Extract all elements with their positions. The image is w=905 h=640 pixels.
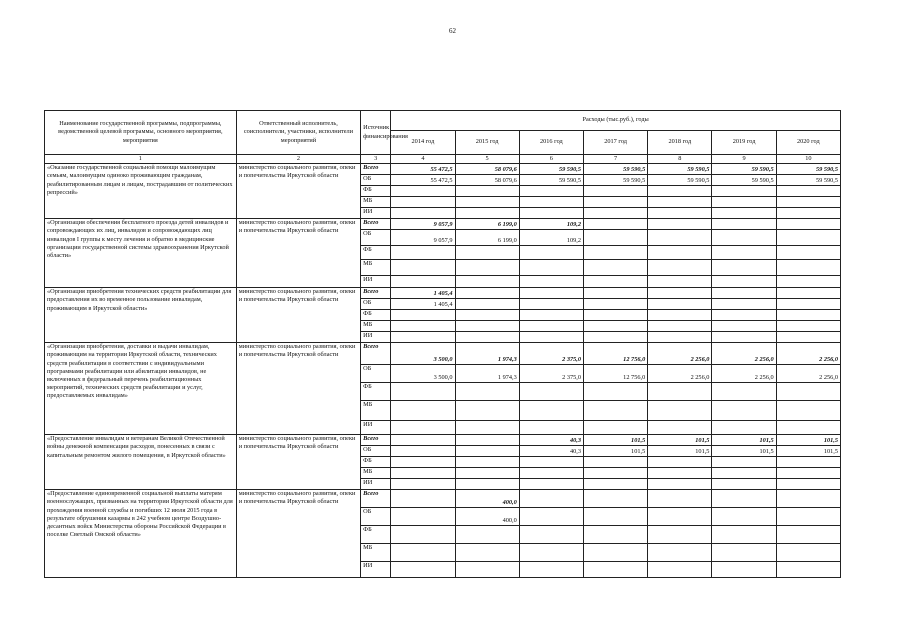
expense-value [776,208,840,219]
expense-value [391,401,455,421]
expense-value [648,197,712,208]
expense-value [648,479,712,490]
funding-source: ФБ [361,383,391,401]
expense-value [712,490,776,508]
expense-value [519,276,583,288]
expense-value [712,332,776,343]
expense-value: 109,2 [519,219,583,230]
expense-value: 101,5 [712,446,776,457]
expense-value: 12 756,0 [583,365,647,383]
expense-value [455,321,519,332]
expense-value [519,479,583,490]
funding-source: МБ [361,544,391,562]
expense-value: 109,2 [519,230,583,246]
table-row [45,164,841,175]
expense-value [712,479,776,490]
funding-source: ФБ [361,526,391,544]
expense-value [455,186,519,197]
expense-value [648,383,712,401]
column-number: 2 [236,155,360,164]
expense-value: 101,5 [648,446,712,457]
expense-value: 59 590,5 [519,164,583,175]
expense-value [519,186,583,197]
expense-value [648,276,712,288]
expense-value [712,276,776,288]
expense-value: 6 199,0 [455,230,519,246]
expense-value: 101,5 [583,446,647,457]
expense-value [648,186,712,197]
expense-value [391,260,455,276]
expense-value: 2 256,0 [712,343,776,365]
expense-value [391,186,455,197]
measure-name: «Организация приобретения, доставки и выдачи инвалидам, проживающим на территории Иркутской области, технических средств реабилитации в соответствии с индивидуальными программами реабилитации или абилитации инвалидов, не включенных в федеральный перечень реабилитационных мероприятий, технических средств реабилитации и услуг, предоставляемых инвалидам» [45,343,237,435]
expense-value [712,219,776,230]
expense-value: 1 974,3 [455,365,519,383]
expense-value [583,526,647,544]
expense-value [583,219,647,230]
expense-value [519,332,583,343]
expense-value [391,468,455,479]
expense-value: 2 375,0 [519,365,583,383]
funding-source: МБ [361,197,391,208]
measure-name: «Организация обеспечения бесплатного проезда детей инвалидов и сопровождающих их лиц, инвалидов и сопровождающих лиц инвалидов I группы к месту лечения и обратно в медицинские организации государственной системы здравоохранения Иркутской области» [45,219,237,288]
header-source: Источник финансирования [361,111,391,155]
expense-value: 101,5 [712,435,776,446]
expense-value: 59 590,5 [712,175,776,186]
expense-value [776,490,840,508]
funding-source: ОБ [361,175,391,186]
expense-value [776,230,840,246]
expense-value [455,310,519,321]
expense-value [455,276,519,288]
column-number: 1 [45,155,237,164]
header-year: 2020 год [776,131,840,155]
expense-value [583,246,647,260]
expense-value [648,219,712,230]
expense-value: 59 590,5 [648,175,712,186]
expense-value [583,562,647,578]
expense-value [455,435,519,446]
expense-value [776,401,840,421]
funding-source: ОБ [361,299,391,310]
header-year: 2015 год [455,131,519,155]
expense-value [391,490,455,508]
expense-value [455,299,519,310]
expense-value [776,197,840,208]
measure-executor: министерство социального развития, опеки и попечительства Иркутской области [236,343,360,435]
expense-value [776,260,840,276]
header-year: 2016 год [519,131,583,155]
expense-value [583,332,647,343]
expense-value [583,479,647,490]
funding-source: МБ [361,260,391,276]
expense-value: 59 590,5 [776,164,840,175]
expense-value [455,246,519,260]
expense-value [519,457,583,468]
expense-value: 400,0 [455,508,519,526]
expense-value [455,479,519,490]
funding-source: ОБ [361,446,391,457]
column-number: 6 [519,155,583,164]
expense-value: 9 057,9 [391,219,455,230]
column-number: 5 [455,155,519,164]
header-year: 2018 год [648,131,712,155]
funding-source: МБ [361,321,391,332]
expense-value [648,468,712,479]
expense-value: 12 756,0 [583,343,647,365]
expense-value [648,544,712,562]
expense-value [776,562,840,578]
expense-value [776,276,840,288]
expense-value [712,299,776,310]
expense-value [455,457,519,468]
expense-value [391,508,455,526]
table-body [45,164,841,578]
expense-value [519,468,583,479]
expense-value [583,401,647,421]
expense-value [776,468,840,479]
funding-source: ИИ [361,332,391,343]
expense-value: 40,3 [519,446,583,457]
column-number: 7 [583,155,647,164]
expense-value [583,260,647,276]
expense-value [776,186,840,197]
expense-value [391,208,455,219]
expense-value: 59 590,5 [776,175,840,186]
expense-value [648,260,712,276]
expense-value [583,299,647,310]
expense-value: 59 590,5 [712,164,776,175]
expense-value [712,401,776,421]
table-row [45,435,841,446]
expense-value: 2 256,0 [648,365,712,383]
expense-value [519,544,583,562]
expense-value [648,332,712,343]
header-executor: Ответственный исполнитель, соисполнители, участники, исполнители мероприятий [236,111,360,155]
expense-value [583,276,647,288]
column-number: 4 [391,155,455,164]
funding-source: ФБ [361,246,391,260]
expense-value [519,260,583,276]
expense-value [583,197,647,208]
expense-value [391,562,455,578]
table-row [45,490,841,508]
measure-executor: министерство социального развития, опеки и попечительства Иркутской области [236,490,360,578]
expense-value [455,526,519,544]
expense-value [583,490,647,508]
expense-value [583,230,647,246]
funding-source: ФБ [361,186,391,197]
measure-name: «Предоставление единовременной социальной выплаты матерям военнослужащих, призванных на территории Иркутской области для прохождения военной службы и погибших 12 июля 2015 года в результате обрушения казармы в 242 учебном центре Воздушно-десантных войск Министерства обороны Российской Федерации в поселке Светлый Омской области» [45,490,237,578]
expense-value [776,310,840,321]
expense-value [583,186,647,197]
expense-value [648,208,712,219]
expense-value [776,321,840,332]
expense-value [455,544,519,562]
expense-value [391,332,455,343]
table-header [45,111,841,164]
expense-value: 1 405,4 [391,299,455,310]
expense-value: 59 590,5 [648,164,712,175]
expense-value [776,508,840,526]
expense-value [776,288,840,299]
header-year: 2017 год [583,131,647,155]
expense-value [583,508,647,526]
expense-value [712,197,776,208]
expense-value: 2 256,0 [776,343,840,365]
expense-value: 3 500,0 [391,365,455,383]
funding-source: МБ [361,401,391,421]
expense-value: 3 500,0 [391,343,455,365]
expense-value [648,457,712,468]
expense-value [391,479,455,490]
measure-name: «Оказание государственной социальной помощи малоимущим семьям, малоимущим одиноко проживающим гражданам, реабилитированным лицам и лицам, пострадавшим от политических репрессий» [45,164,237,219]
expense-value [712,321,776,332]
expense-value [583,383,647,401]
expense-value [583,468,647,479]
expense-value [519,508,583,526]
measure-executor: министерство социального развития, опеки и попечительства Иркутской области [236,435,360,490]
expense-value [391,321,455,332]
expense-value [519,197,583,208]
expense-value [391,383,455,401]
column-number: 9 [712,155,776,164]
expense-value: 2 256,0 [648,343,712,365]
expense-value [583,544,647,562]
expense-value: 2 256,0 [712,365,776,383]
expense-value [519,401,583,421]
expense-value [712,310,776,321]
expense-value: 2 256,0 [776,365,840,383]
funding-source: Всего [361,490,391,508]
expense-value [519,383,583,401]
expense-value [391,421,455,435]
expense-value: 55 472,5 [391,175,455,186]
expense-value: 58 079,6 [455,164,519,175]
expense-value [712,468,776,479]
page-number: 62 [449,27,456,35]
measure-name: «Организация приобретения технических средств реабилитации для предоставления их во временное пользование инвалидам, проживающим в Иркутской области» [45,288,237,343]
expense-value [519,421,583,435]
funding-source: ОБ [361,508,391,526]
expense-value: 101,5 [776,446,840,457]
expense-value [391,310,455,321]
expense-value [583,208,647,219]
column-number: 8 [648,155,712,164]
expense-value [455,288,519,299]
expense-value: 40,3 [519,435,583,446]
expense-value [391,526,455,544]
expense-value: 59 590,5 [583,164,647,175]
expense-value: 1 974,3 [455,343,519,365]
measure-executor: министерство социального развития, опеки и попечительства Иркутской области [236,219,360,288]
expense-value [776,544,840,562]
expense-value [519,299,583,310]
expense-value: 55 472,5 [391,164,455,175]
expense-value [776,479,840,490]
expense-value [712,562,776,578]
table-row [45,288,841,299]
expense-value [519,310,583,321]
expense-value [712,544,776,562]
expense-value [455,383,519,401]
header-name: Наименование государственной программы, подпрограммы, ведомственной целевой программы, основного мероприятия, мероприятия [45,111,237,155]
expense-value [391,276,455,288]
funding-source: Всего [361,219,391,230]
funding-source: ИИ [361,421,391,435]
expense-value: 58 079,6 [455,175,519,186]
expense-value [519,208,583,219]
expense-value: 400,0 [455,490,519,508]
expense-value [455,260,519,276]
expense-value [648,421,712,435]
expense-value [776,332,840,343]
expense-value [455,421,519,435]
expense-value [455,197,519,208]
funding-source: Всего [361,164,391,175]
expense-value [712,383,776,401]
expense-value [712,186,776,197]
expense-value: 59 590,5 [519,175,583,186]
expense-value [519,288,583,299]
funding-source: ОБ [361,230,391,246]
expense-value [776,421,840,435]
expense-value [583,457,647,468]
expense-value: 9 057,9 [391,230,455,246]
expense-value [712,508,776,526]
expense-value [776,383,840,401]
expense-value [455,401,519,421]
expense-value [712,208,776,219]
expense-value [583,288,647,299]
expense-value: 6 199,0 [455,219,519,230]
column-number: 3 [361,155,391,164]
expense-value [648,299,712,310]
expense-value [455,468,519,479]
funding-source: Всего [361,288,391,299]
expense-value [455,446,519,457]
funding-source: Всего [361,343,391,365]
expense-value [648,310,712,321]
expense-value [712,246,776,260]
expense-value [391,435,455,446]
funding-source: ФБ [361,457,391,468]
header-expenses: Расходы (тыс.руб.), годы [391,111,841,131]
expense-value [648,246,712,260]
funding-source: Всего [361,435,391,446]
expense-value [519,321,583,332]
expense-value [648,230,712,246]
expense-value [648,508,712,526]
expense-value [712,457,776,468]
funding-source: МБ [361,468,391,479]
expense-value [648,288,712,299]
expense-value [519,526,583,544]
expense-value: 1 405,4 [391,288,455,299]
expense-value: 101,5 [583,435,647,446]
funding-source: ИИ [361,276,391,288]
funding-source: ИИ [361,562,391,578]
expense-value [583,310,647,321]
budget-table [44,110,841,578]
measure-name: «Предоставление инвалидам и ветеранам Великой Отечественной войны денежной компенсации расходов, понесенных в связи с капитальным ремонтом жилого помещения, в Иркутской области» [45,435,237,490]
expense-value [648,321,712,332]
expense-value: 59 590,5 [583,175,647,186]
expense-value [776,219,840,230]
expense-value [648,526,712,544]
expense-value [648,562,712,578]
table-row [45,343,841,365]
expense-value [776,299,840,310]
funding-source: ФБ [361,310,391,321]
expense-value [776,526,840,544]
expense-value [648,401,712,421]
expense-value [391,246,455,260]
expense-value [391,446,455,457]
table-row [45,219,841,230]
expense-value [712,288,776,299]
expense-value [455,562,519,578]
funding-source: ОБ [361,365,391,383]
expense-value [583,421,647,435]
expense-value [776,457,840,468]
expense-value: 101,5 [776,435,840,446]
expense-value [776,246,840,260]
expense-value [712,421,776,435]
funding-source: ИИ [361,479,391,490]
funding-source: ИИ [361,208,391,219]
expense-value [648,490,712,508]
expense-value [712,230,776,246]
expense-value [519,490,583,508]
expense-value [519,246,583,260]
expense-value [519,562,583,578]
measure-executor: министерство социального развития, опеки и попечительства Иркутской области [236,288,360,343]
column-number: 10 [776,155,840,164]
expense-value [712,526,776,544]
expense-value [391,197,455,208]
expense-value [712,260,776,276]
header-year: 2014 год [391,131,455,155]
expense-value [583,321,647,332]
expense-value: 101,5 [648,435,712,446]
expense-value [455,332,519,343]
expense-value [391,544,455,562]
header-year: 2019 год [712,131,776,155]
expense-value [455,208,519,219]
measure-executor: министерство социального развития, опеки и попечительства Иркутской области [236,164,360,219]
expense-value [391,457,455,468]
expense-value: 2 375,0 [519,343,583,365]
